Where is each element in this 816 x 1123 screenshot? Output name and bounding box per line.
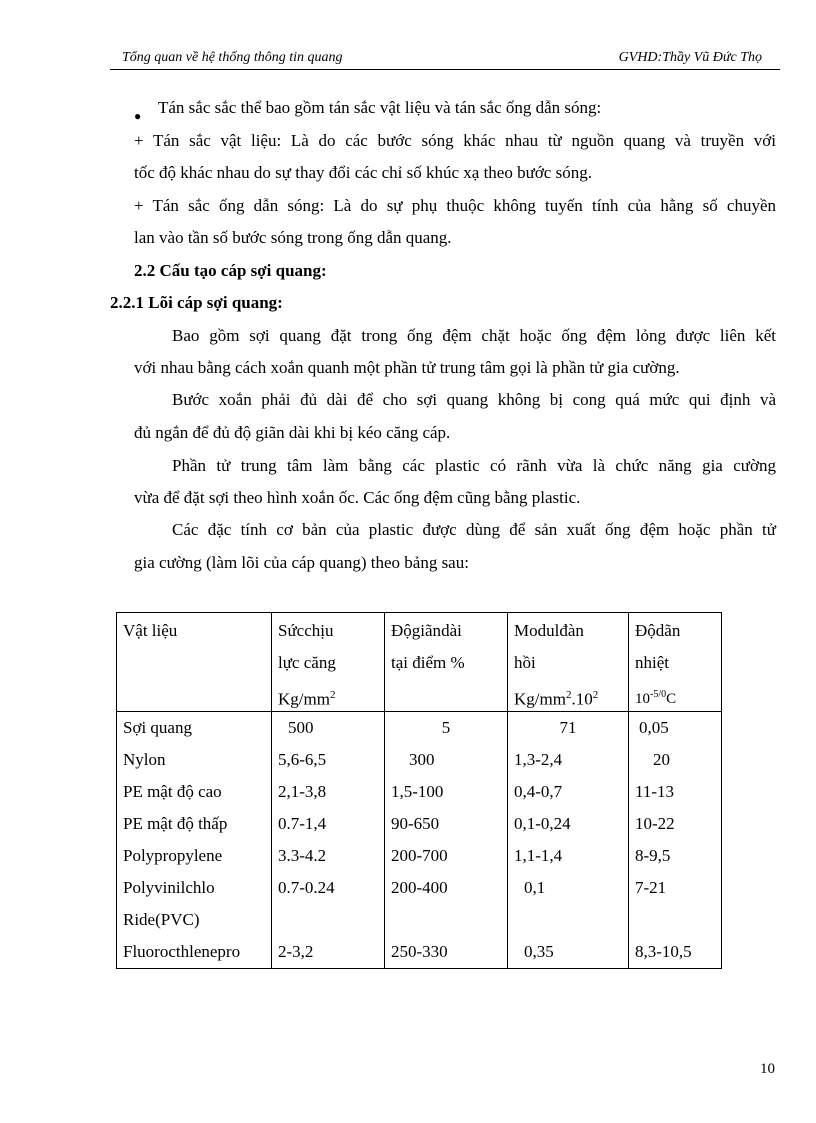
paragraph-line: tốc độ khác nhau do sự thay đổi các chỉ số khúc xạ theo bước sóng. bbox=[134, 163, 592, 182]
paragraph-line: + Tán sắc ống dẫn sóng: Là do sự phụ thuộc không tuyến tính của hằng số chuyền bbox=[134, 196, 776, 215]
paragraph-line: vừa để đặt sợi theo hình xoắn ốc. Các ống đệm cũng bằng plastic. bbox=[134, 488, 581, 507]
page-header bbox=[110, 49, 780, 70]
header-cell: Modulđàn hồi $Kg/mm^2.10^2$ bbox=[508, 613, 629, 712]
table-row: Fluorocthlenepro 2-3,2 250-330 0,35 8,3-10,5 bbox=[117, 936, 722, 969]
paragraph-line: lan vào tần số bước sóng trong ống dẫn quang. bbox=[134, 228, 452, 247]
paragraph-line: Phần tử trung tâm làm bằng các plastic có rãnh vừa là chức năng gia cường bbox=[172, 456, 776, 475]
header-cell: Độdãn nhiệt $10^{-5/0}C$ bbox=[629, 613, 722, 712]
paragraph-line: Tán sắc sắc thể bao gồm tán sắc vật liệu và tán sắc ống dẫn sóng: bbox=[158, 98, 602, 117]
table-row: Polyvinilchlo 0.7-0.24 200-400 0,1 7-21 bbox=[117, 872, 722, 904]
paragraph-line: Bao gồm sợi quang đặt trong ống đệm chặt hoặc ống đệm lỏng được liên kết bbox=[172, 326, 776, 345]
header-cell: Độgiãndài tại điểm % bbox=[385, 613, 508, 712]
header-cell: Sứcchịu lực căng $Kg/mm^2$ bbox=[272, 613, 385, 712]
plastic-properties-table bbox=[116, 612, 722, 969]
table-row: Nylon 5,6-6,5 300 1,3-2,4 20 bbox=[117, 744, 722, 776]
table-row: PE mật độ cao 2,1-3,8 1,5-100 0,4-0,7 11-13 bbox=[117, 776, 722, 808]
header-cell: Vật liệu bbox=[117, 613, 272, 712]
paragraph-line: + Tán sắc vật liệu: Là do các bước sóng khác nhau từ nguồn quang và truyền với bbox=[134, 131, 776, 150]
paragraph-line: Các đặc tính cơ bản của plastic được dùng để sản xuất ống đệm hoặc phần tử bbox=[172, 520, 776, 539]
table-row: Polypropylene 3.3-4.2 200-700 1,1-1,4 8-9,5 bbox=[117, 840, 722, 872]
header-advisor: GVHD:Thầy Vũ Đức Thọ bbox=[618, 50, 762, 65]
paragraph-line: Bước xoắn phải đủ dài để cho sợi quang không bị cong quá mức qui định và bbox=[172, 390, 776, 409]
header-title: Tổng quan về hệ thống thông tin quang bbox=[122, 50, 343, 65]
subsection-heading: 2.2.1 Lõi cáp sợi quang: bbox=[110, 293, 283, 312]
section-heading: 2.2 Cấu tạo cáp sợi quang: bbox=[134, 261, 327, 280]
paragraph-line: đủ ngắn để đủ độ giãn dài khi bị kéo căng cáp. bbox=[134, 423, 451, 442]
table-row: Ride(PVC) bbox=[117, 904, 722, 936]
table-row: Sợi quang 500 5 71 0,05 bbox=[117, 712, 722, 745]
table-header-row bbox=[117, 613, 722, 712]
paragraph-line: với nhau bằng cách xoắn quanh một phần tử trung tâm gọi là phần tử gia cường. bbox=[134, 358, 680, 377]
bullet-icon: ● bbox=[134, 109, 142, 123]
paragraph-line: gia cường (làm lõi của cáp quang) theo bảng sau: bbox=[134, 553, 469, 572]
table-row: PE mật độ thấp 0.7-1,4 90-650 0,1-0,24 10-22 bbox=[117, 808, 722, 840]
page-number: 10 bbox=[760, 1061, 775, 1077]
